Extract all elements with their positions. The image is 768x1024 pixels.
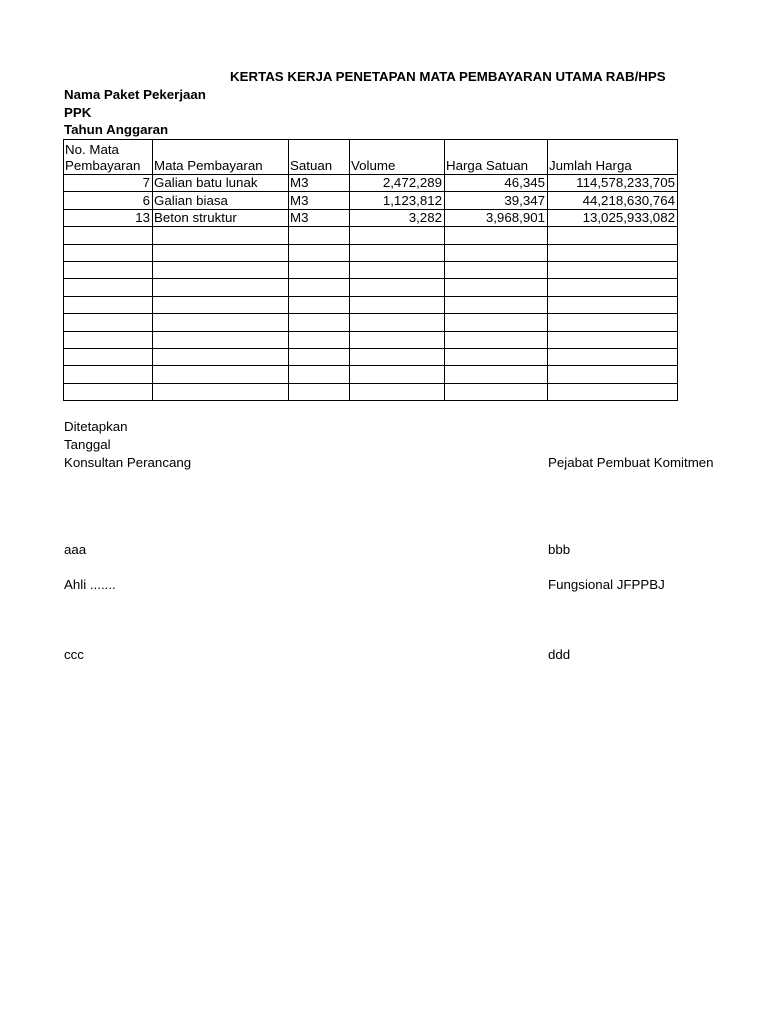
konsultan-signatory: ccc bbox=[64, 647, 84, 662]
cell-satuan: M3 bbox=[289, 192, 350, 209]
cell-harga-satuan: 39,347 bbox=[445, 192, 548, 209]
konsultan-role: Konsultan Perancang bbox=[64, 455, 192, 470]
empty-row bbox=[64, 227, 678, 244]
cell-satuan: M3 bbox=[289, 209, 350, 226]
cell-volume: 3,282 bbox=[350, 209, 445, 226]
tahun-anggaran-label: Tahun Anggaran bbox=[64, 122, 169, 137]
cell-mata-pembayaran: Galian batu lunak bbox=[153, 175, 289, 192]
ditetapkan-label: Ditetapkan bbox=[64, 419, 128, 434]
header-no-line1: No. Mata bbox=[65, 142, 119, 157]
cell-harga-satuan: 46,345 bbox=[445, 175, 548, 192]
cell-volume: 1,123,812 bbox=[350, 192, 445, 209]
cell-jumlah-harga: 44,218,630,764 bbox=[548, 192, 678, 209]
konsultan-name: aaa bbox=[64, 542, 87, 557]
konsultan-position: Ahli ....... bbox=[64, 577, 116, 592]
header-no-mata-pembayaran bbox=[64, 140, 153, 175]
pejabat-role: Pejabat Pembuat Komitmen bbox=[548, 455, 714, 470]
header-jumlah-harga: Jumlah Harga bbox=[548, 140, 678, 175]
payment-table bbox=[63, 139, 678, 401]
table-row bbox=[64, 175, 678, 192]
empty-row bbox=[64, 244, 678, 261]
cell-jumlah-harga: 114,578,233,705 bbox=[548, 175, 678, 192]
pejabat-name: bbb bbox=[548, 542, 571, 557]
cell-harga-satuan: 3,968,901 bbox=[445, 209, 548, 226]
empty-row bbox=[64, 383, 678, 400]
nama-paket-label: Nama Paket Pekerjaan bbox=[64, 87, 206, 102]
empty-row bbox=[64, 296, 678, 313]
ppk-label: PPK bbox=[64, 105, 92, 120]
empty-row bbox=[64, 348, 678, 365]
table-header-row bbox=[64, 140, 678, 175]
cell-no: 7 bbox=[64, 175, 153, 192]
cell-no: 6 bbox=[64, 192, 153, 209]
header-no-line2: Pembayaran bbox=[65, 158, 141, 173]
cell-mata-pembayaran: Galian biasa bbox=[153, 192, 289, 209]
tanggal-label: Tanggal bbox=[64, 437, 111, 452]
cell-no: 13 bbox=[64, 209, 153, 226]
header-mata-pembayaran: Mata Pembayaran bbox=[153, 140, 289, 175]
header-volume: Volume bbox=[350, 140, 445, 175]
empty-row bbox=[64, 279, 678, 296]
cell-satuan: M3 bbox=[289, 175, 350, 192]
empty-row bbox=[64, 331, 678, 348]
pejabat-position: Fungsional JFPPBJ bbox=[548, 577, 665, 592]
header-satuan: Satuan bbox=[289, 140, 350, 175]
cell-jumlah-harga: 13,025,933,082 bbox=[548, 209, 678, 226]
cell-volume: 2,472,289 bbox=[350, 175, 445, 192]
page-title: KERTAS KERJA PENETAPAN MATA PEMBAYARAN UTAMA RAB/HPS bbox=[230, 69, 666, 84]
pejabat-signatory: ddd bbox=[548, 647, 571, 662]
empty-row bbox=[64, 314, 678, 331]
empty-row bbox=[64, 366, 678, 383]
table-row bbox=[64, 209, 678, 226]
cell-mata-pembayaran: Beton struktur bbox=[153, 209, 289, 226]
header-harga-satuan: Harga Satuan bbox=[445, 140, 548, 175]
table-row bbox=[64, 192, 678, 209]
empty-row bbox=[64, 261, 678, 278]
